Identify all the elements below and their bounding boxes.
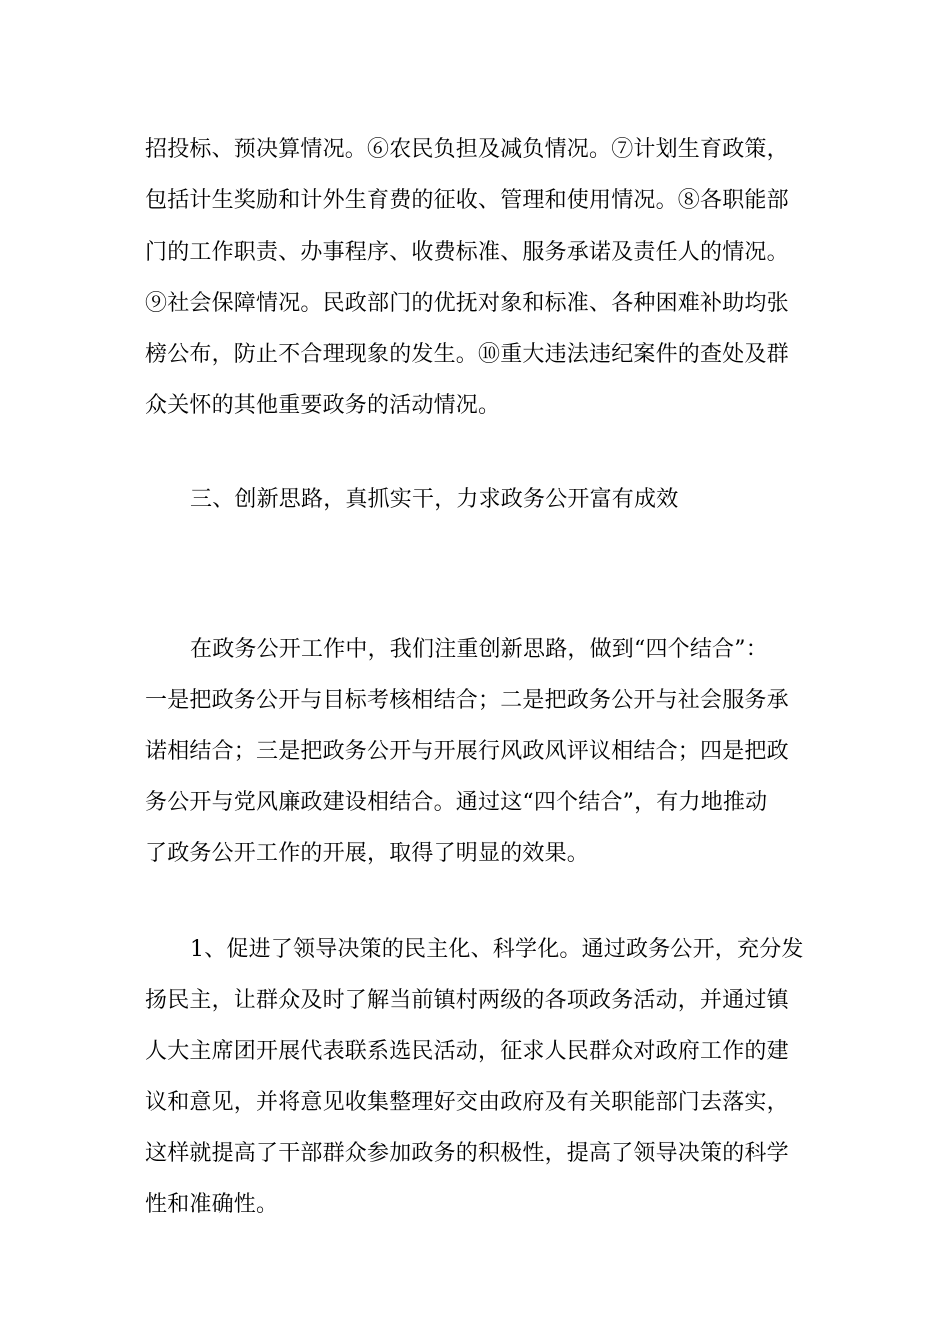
text-line: 一是把政务公开与目标考核相结合；二是把政务公开与社会服务承 <box>145 688 789 713</box>
text-line: 性和准确性。 <box>145 1192 279 1217</box>
text-line: 招投标、预决算情况。⑥农民负担及减负情况。⑦计划生育政策， <box>145 137 789 162</box>
text-line: 在政务公开工作中，我们注重创新思路，做到“四个结合”： <box>190 637 768 662</box>
section-heading: 三、创新思路，真抓实干，力求政务公开富有成效 <box>190 487 679 512</box>
text-line: 包括计生奖励和计外生育费的征收、管理和使用情况。⑧各职能部 <box>145 188 789 213</box>
text-line: 议和意见，并将意见收集整理好交由政府及有关职能部门去落实， <box>145 1090 789 1115</box>
text-line: 门的工作职责、办事程序、收费标准、服务承诺及责任人的情况。 <box>145 240 789 265</box>
text-line: 了政务公开工作的开展，取得了明显的效果。 <box>145 841 590 866</box>
text-line: 人大主席团开展代表联系选民活动，征求人民群众对政府工作的建 <box>145 1039 789 1064</box>
text-line: 这样就提高了干部群众参加政务的积极性，提高了领导决策的科学 <box>145 1141 789 1166</box>
text-line: 扬民主，让群众及时了解当前镇村两级的各项政务活动，并通过镇 <box>145 988 789 1013</box>
text-line: 1、促进了领导决策的民主化、科学化。通过政务公开，充分发 <box>190 937 804 962</box>
text-line: 众关怀的其他重要政务的活动情况。 <box>145 393 501 418</box>
text-line: 榜公布，防止不合理现象的发生。⑩重大违法违纪案件的查处及群 <box>145 342 789 367</box>
text-line: ⑨社会保障情况。民政部门的优抚对象和标准、各种困难补助均张 <box>145 291 789 316</box>
text-line: 诺相结合；三是把政务公开与开展行风政风评议相结合；四是把政 <box>145 739 789 764</box>
text-line: 务公开与党风廉政建设相结合。通过这“四个结合”，有力地推动 <box>145 790 768 815</box>
